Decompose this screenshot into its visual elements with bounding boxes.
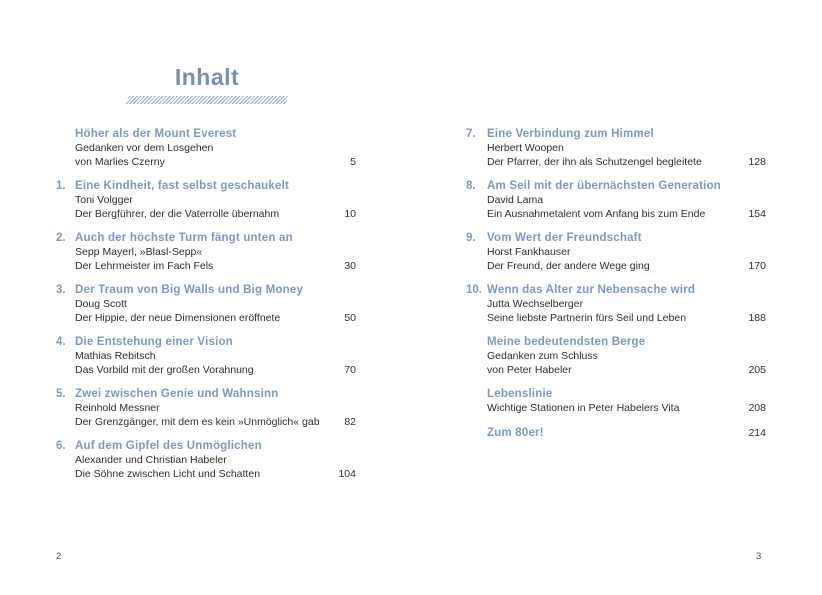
entry-title: Lebenslinie	[487, 388, 553, 400]
page-number-right: 3	[756, 551, 762, 562]
entry-title-line	[75, 439, 356, 454]
entry-line	[75, 350, 356, 364]
toc-entry	[466, 335, 766, 377]
entry-page-number: 5	[350, 155, 356, 168]
page-number-left: 2	[56, 551, 62, 562]
toc-entry	[466, 283, 766, 325]
entry-number: 10.	[466, 284, 482, 296]
entry-title: Auch der höchste Turm fängt unten an	[75, 232, 293, 244]
entry-title: Am Seil mit der übernächsten Generation	[487, 180, 722, 192]
entry-line-text: Horst Fankhauser	[487, 246, 571, 258]
entry-title-line	[75, 283, 356, 298]
entry-line-text: Gedanken zum Schluss	[487, 350, 598, 362]
entry-line	[487, 194, 766, 208]
entry-line-text: Doug Scott	[75, 298, 127, 310]
entry-page-number: 10	[344, 207, 356, 220]
entry-number	[466, 426, 487, 441]
entry-line	[487, 208, 766, 222]
entry-line	[75, 156, 356, 170]
entry-page-number: 170	[748, 259, 766, 272]
entry-line-text: von Marlies Czerny	[75, 155, 165, 168]
entry-title: Die Entstehung einer Vision	[75, 336, 233, 348]
entry-line-text: Toni Volgger	[75, 194, 133, 206]
entry-content	[487, 179, 766, 221]
toc-entry	[56, 283, 356, 325]
toc-entry	[56, 231, 356, 273]
entry-title: Vom Wert der Freundschaft	[487, 232, 642, 244]
entry-page-number: 128	[748, 155, 766, 168]
toc-entry	[56, 127, 356, 169]
entry-title: Eine Verbindung zum Himmel	[487, 128, 654, 140]
entry-content	[75, 283, 356, 325]
entry-line	[75, 364, 356, 378]
entry-title: Auf dem Gipfel des Unmöglichen	[75, 440, 262, 452]
entry-number: 7.	[466, 128, 476, 140]
entry-content	[487, 387, 766, 416]
toc-entry	[466, 426, 766, 441]
hatched-divider	[125, 96, 290, 104]
entry-content	[75, 179, 356, 221]
entry-title: Meine bedeutendsten Berge	[487, 336, 646, 348]
entry-line-text: Gedanken vor dem Losgehen	[75, 142, 214, 154]
toc-entry	[466, 387, 766, 416]
entry-title: Zum 80er!	[487, 426, 544, 439]
entry-line	[487, 312, 766, 326]
entry-line-text: Der Freund, der andere Wege ging	[487, 259, 650, 272]
entry-page-number: 70	[344, 363, 356, 376]
toc-entry	[466, 179, 766, 221]
entry-line-text: von Peter Habeler	[487, 363, 572, 376]
page-title: Inhalt	[174, 64, 240, 90]
entry-line-text: David Lama	[487, 194, 544, 206]
entry-line-text: Der Pfarrer, der ihn als Schutzengel begleitete	[487, 155, 702, 168]
entry-line-text: Der Hippie, der neue Dimensionen eröffnete	[75, 311, 281, 324]
entry-line-text: Jutta Wechselberger	[487, 298, 584, 310]
entry-number	[56, 127, 75, 169]
entry-page-number: 104	[338, 467, 356, 480]
entry-line	[75, 402, 356, 416]
entry-title-line	[487, 127, 766, 142]
entry-content	[487, 231, 766, 273]
entry-title-line	[487, 387, 766, 402]
entry-title-line	[487, 231, 766, 246]
entry-number: 8.	[466, 180, 476, 192]
entry-line	[75, 468, 356, 482]
entry-title-line	[75, 231, 356, 246]
entry-content	[75, 231, 356, 273]
entry-line	[75, 312, 356, 326]
entry-content	[487, 127, 766, 169]
entry-title-line	[75, 127, 356, 142]
entry-number	[466, 387, 487, 416]
toc-entry	[56, 179, 356, 221]
entry-line	[75, 416, 356, 430]
entry-page-number: 30	[344, 259, 356, 272]
entry-title: Eine Kindheit, fast selbst geschaukelt	[75, 180, 290, 192]
entry-number: 4.	[56, 336, 66, 348]
entry-content	[75, 387, 356, 429]
entry-line	[75, 142, 356, 156]
entry-line	[75, 208, 356, 222]
entry-line-text: Der Grenzgänger, mit dem es kein »Unmöglich« gab	[75, 415, 320, 428]
entry-page-number: 50	[344, 311, 356, 324]
entry-line-text: Ein Ausnahmetalent vom Anfang bis zum Ende	[487, 207, 706, 220]
entry-line-text: Wichtige Stationen in Peter Habelers Vita	[487, 402, 680, 414]
entry-line	[75, 260, 356, 274]
entry-content	[75, 439, 356, 481]
entry-title-line	[75, 179, 356, 194]
entry-line-text: Reinhold Messner	[75, 402, 160, 414]
toc-entry	[466, 127, 766, 169]
entry-number: 2.	[56, 232, 66, 244]
toc-entry	[56, 335, 356, 377]
entry-number: 9.	[466, 232, 476, 244]
entry-title: Zwei zwischen Genie und Wahnsinn	[75, 388, 279, 400]
entry-title-line	[75, 335, 356, 350]
entry-content	[75, 335, 356, 377]
entry-number: 6.	[56, 440, 66, 452]
entry-line	[75, 454, 356, 468]
entry-title: Der Traum von Big Walls und Big Money	[75, 284, 304, 296]
entry-line-text: Der Lehrmeister im Fach Fels	[75, 259, 214, 272]
entry-title-line	[487, 283, 766, 298]
entry-page-number: 208	[748, 402, 766, 414]
entry-line	[487, 350, 766, 364]
entry-page-number: 154	[748, 207, 766, 220]
entry-line	[75, 298, 356, 312]
entry-line-text: Herbert Woopen	[487, 142, 564, 154]
entry-title-line	[487, 426, 766, 441]
entry-title-line	[75, 387, 356, 402]
entry-line-text: Mathias Rebitsch	[75, 350, 156, 362]
entry-title: Wenn das Alter zur Nebensache wird	[487, 284, 696, 296]
toc-column-right	[466, 127, 766, 451]
entry-line	[487, 298, 766, 312]
entry-line	[487, 246, 766, 260]
entry-page-number: 188	[748, 311, 766, 324]
entry-number	[466, 335, 487, 377]
entry-number: 3.	[56, 284, 66, 296]
entry-line-text: Der Bergführer, der die Vaterrolle übernahm	[75, 207, 280, 220]
entry-content	[487, 335, 766, 377]
entry-title-line	[487, 335, 766, 350]
entry-line	[75, 246, 356, 260]
entry-page-number: 214	[748, 426, 766, 439]
entry-line-text: Seine liebste Partnerin fürs Seil und Leben	[487, 311, 687, 324]
entry-page-number: 82	[344, 415, 356, 428]
entry-page-number: 205	[748, 363, 766, 376]
entry-line	[487, 402, 766, 416]
entry-title-line	[487, 179, 766, 194]
entry-line-text: Das Vorbild mit der großen Vorahnung	[75, 363, 254, 376]
toc-entry	[466, 231, 766, 273]
entry-line-text: Alexander und Christian Habeler	[75, 454, 227, 466]
toc-entry	[56, 439, 356, 481]
entry-line-text: Die Söhne zwischen Licht und Schatten	[75, 467, 261, 480]
entry-line	[75, 194, 356, 208]
entry-number: 5.	[56, 388, 66, 400]
entry-number: 1.	[56, 180, 66, 192]
entry-line-text: Sepp Mayerl, »Blasl-Sepp«	[75, 246, 203, 258]
entry-content	[75, 127, 356, 169]
entry-line	[487, 142, 766, 156]
toc-column-left	[56, 127, 356, 491]
toc-entry	[56, 387, 356, 429]
entry-title: Höher als der Mount Everest	[75, 128, 237, 140]
entry-content	[487, 426, 766, 441]
entry-line	[487, 260, 766, 274]
entry-line	[487, 364, 766, 378]
entry-line	[487, 156, 766, 170]
entry-content	[487, 283, 766, 325]
